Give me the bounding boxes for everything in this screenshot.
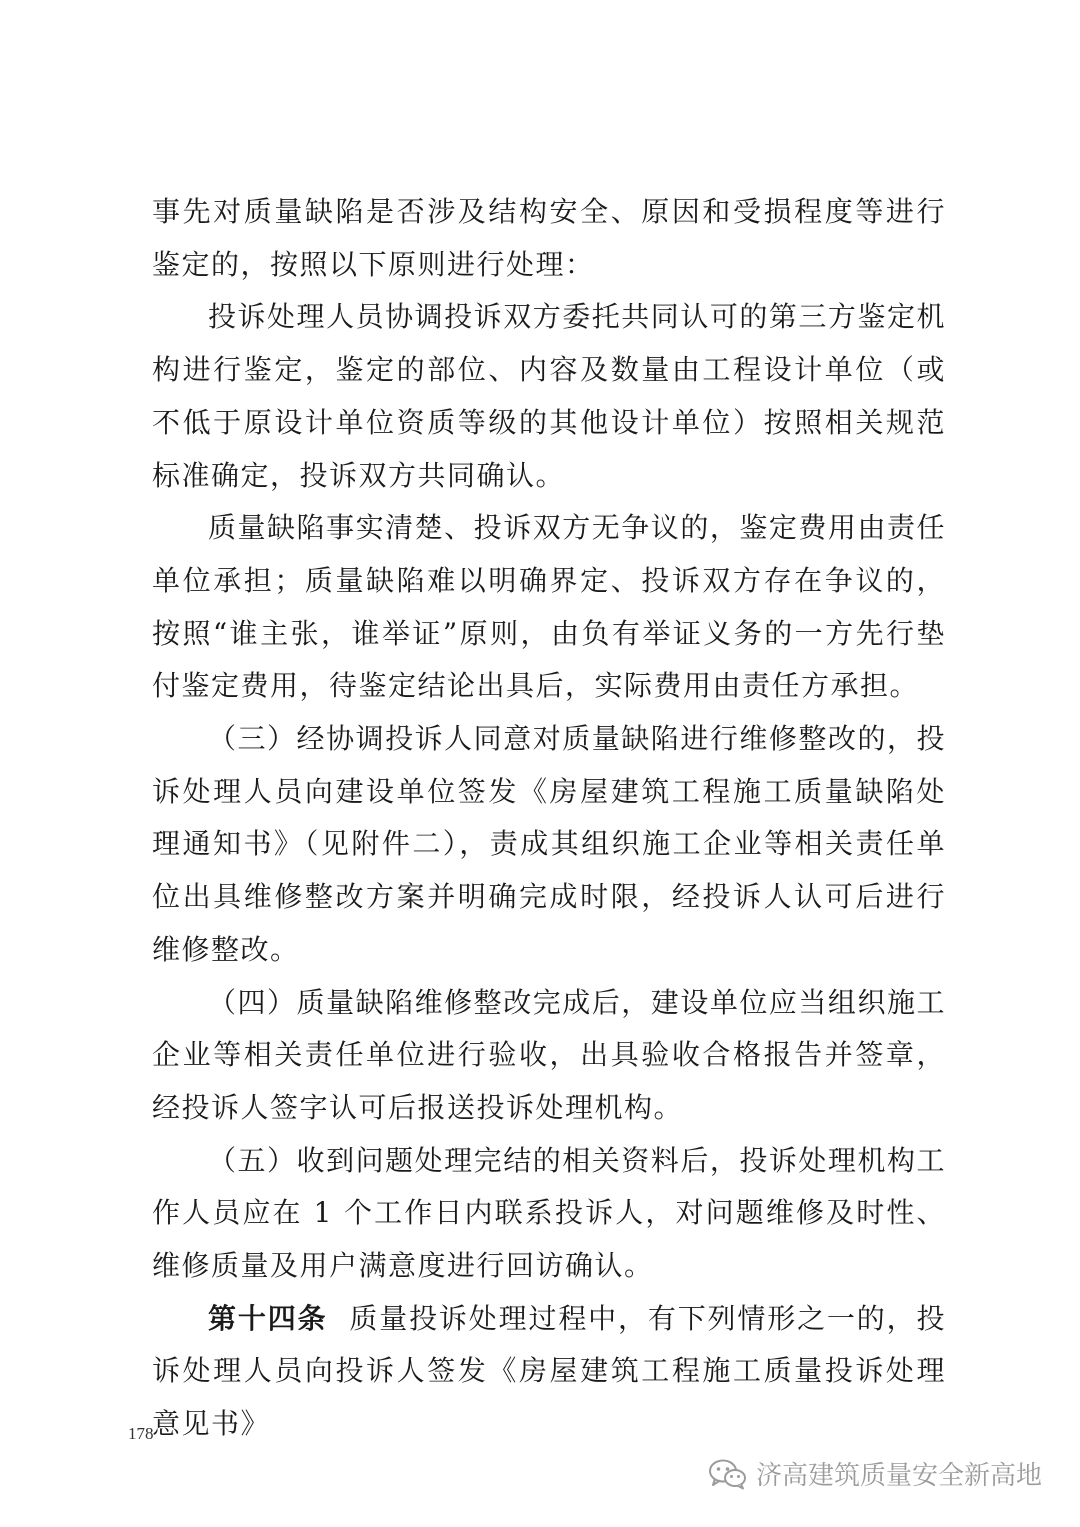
- paragraph-item-five: （五）收到问题处理完结的相关资料后，投诉处理机构工作人员应在 1 个工作日内联系投诉人，对问题维修及时性、维修质量及用户满意度进行回访确认。: [152, 1143, 946, 1283]
- paragraph-appraisal-fee: 质量缺陷事实清楚、投诉双方无争议的，鉴定费用由责任单位承担；质量缺陷难以明确界定、投诉双方存在争议的，按照“谁主张，谁举证”原则，由负有举证义务的一方先行垫付鉴定费用，待鉴定结论出具后，实际费用由责任方承担。: [152, 511, 946, 703]
- paragraph-appraisal-agency: 投诉处理人员协调投诉双方委托共同认可的第三方鉴定机构进行鉴定，鉴定的部位、内容及数量由工程设计单位（或不低于原设计单位资质等级的其他设计单位）按照相关规范标准确定，投诉双方共同确认。: [152, 300, 946, 492]
- watermark: [708, 1455, 1042, 1492]
- wechat-icon: [708, 1458, 748, 1490]
- paragraph-continuation: 事先对质量缺陷是否涉及结构安全、原因和受损程度等进行鉴定的，按照以下原则进行处理：: [152, 195, 946, 281]
- paragraph-article-fourteen: [152, 1293, 946, 1451]
- body-text: [152, 186, 946, 1451]
- article-text: 质量投诉处理过程中，有下列情形之一的，投诉处理人员向投诉人签发《房屋建筑工程施工质量投诉处理意见书》: [152, 1301, 946, 1441]
- page-number: 178: [128, 1424, 154, 1443]
- watermark-text: 济高建筑质量安全新高地: [755, 1461, 1042, 1491]
- paragraph-item-three: （三）经协调投诉人同意对质量缺陷进行维修整改的，投诉处理人员向建设单位签发《房屋建筑工程施工质量缺陷处理通知书》（见附件二），责成其组织施工企业等相关责任单位出具维修整改方案并明确完成时限，经投诉人认可后进行维修整改。: [152, 722, 946, 966]
- paragraph-item-four: （四）质量缺陷维修整改完成后，建设单位应当组织施工企业等相关责任单位进行验收，出具验收合格报告并签章，经投诉人签字认可后报送投诉处理机构。: [152, 985, 946, 1124]
- article-title: 第十四条: [208, 1301, 328, 1335]
